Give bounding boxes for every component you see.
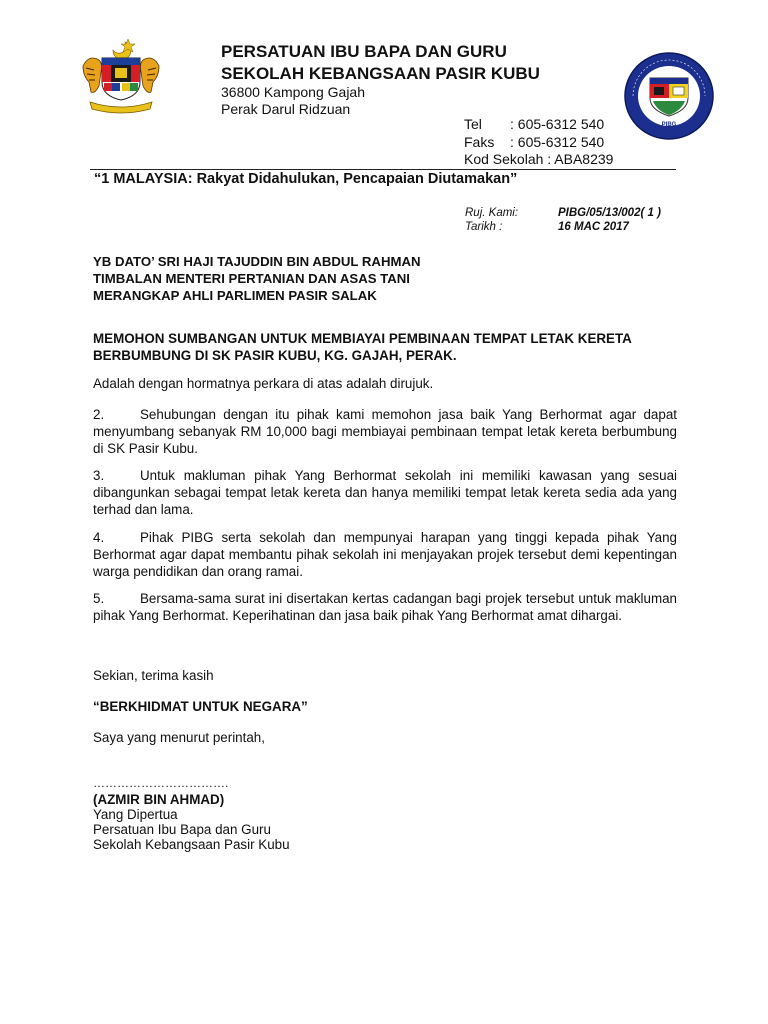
fax-row [464, 134, 604, 150]
fax-value: : 605-6312 540 [510, 134, 605, 150]
school-code: Kod Sekolah : ABA8239 [464, 151, 614, 167]
org-name-line1: PERSATUAN IBU BAPA DAN GURU [221, 42, 507, 61]
fax-label: Faks [464, 134, 495, 150]
paragraph-number: 3. [93, 468, 105, 483]
tel-value: : 605-6312 540 [510, 116, 605, 132]
tel-row [464, 116, 604, 132]
recipient-line2: TIMBALAN MENTERI PERTANIAN DAN ASAS TANI [93, 271, 410, 286]
signatory-name: (AZMIR BIN AHMAD) [93, 792, 225, 807]
coat-of-arms-emblem [80, 36, 162, 114]
signature-line: ……………………………. [93, 776, 229, 790]
closing-motto: “BERKHIDMAT UNTUK NEGARA” [93, 699, 308, 714]
signatory-title2: Persatuan Ibu Bapa dan Guru [93, 822, 271, 837]
paragraph-text: Pihak PIBG serta sekolah dan mempunyai harapan yang tinggi kepada pihak Yang Berhormat agar dapat membantu pihak sekolah ini menjayakan projek tersebut demi kepentingan warga pendidikan dan orang ramai. [93, 530, 677, 579]
signatory-title1: Yang Dipertua [93, 807, 178, 822]
paragraph-number: 4. [93, 530, 105, 545]
paragraph-3 [93, 467, 677, 518]
opening-line: Adalah dengan hormatnya perkara di atas adalah dirujuk. [93, 376, 434, 391]
paragraph-text: Untuk makluman pihak Yang Berhormat sekolah ini memiliki kawasan yang sesuai dibangunkan sebagai tempat letak kereta dan hanya memiliki tempat letak kereta sedia ada yang terhad dan lama. [93, 468, 677, 517]
paragraph-number: 2. [93, 407, 105, 422]
pibg-crest-emblem [623, 51, 715, 141]
paragraph-2 [93, 406, 677, 457]
signatory-title3: Sekolah Kebangsaan Pasir Kubu [93, 837, 290, 852]
address-line1: 36800 Kampong Gajah [221, 84, 365, 100]
recipient-line1: YB DATO’ SRI HAJI TAJUDDIN BIN ABDUL RAHMAN [93, 254, 421, 269]
ref-value: PIBG/05/13/002( 1 ) [558, 207, 661, 219]
tel-label: Tel [464, 116, 482, 132]
paragraph-text: Sehubungan dengan itu pihak kami memohon jasa baik Yang Berhormat agar dapat menyumbang sebanyak RM 10,000 bagi membiayai pembinaan tempat letak kereta berbumbung di SK Pasir Kubu. [93, 407, 677, 456]
paragraph-number: 5. [93, 591, 105, 606]
sign-off: Saya yang menurut perintah, [93, 730, 265, 745]
header-divider [90, 169, 676, 170]
letter-subject: MEMOHON SUMBANGAN UNTUK MEMBIAYAI PEMBINAAN TEMPAT LETAK KERETA BERBUMBUNG DI SK PASIR KUBU, KG. GAJAH, PERAK. [93, 331, 632, 363]
recipient-line3: MERANGKAP AHLI PARLIMEN PASIR SALAK [93, 288, 377, 303]
paragraph-5 [93, 590, 677, 624]
ref-label: Ruj. Kami: [465, 207, 519, 219]
address-line2: Perak Darul Ridzuan [221, 101, 351, 117]
date-label: Tarikh : [465, 221, 503, 233]
closing-thanks: Sekian, terima kasih [93, 668, 214, 683]
paragraph-text: Bersama-sama surat ini disertakan kertas cadangan bagi projek tersebut untuk makluman pihak Yang Berhormat. Keperihatinan dan jasa baik pihak Yang Berhormat amat dihargai. [93, 591, 677, 623]
org-name-line2: SEKOLAH KEBANGSAAN PASIR KUBU [221, 64, 540, 83]
date-value: 16 MAC 2017 [558, 221, 629, 233]
crest-label: PIBG [661, 122, 677, 128]
paragraph-4 [93, 529, 677, 580]
slogan: “1 MALAYSIA: Rakyat Didahulukan, Pencapaian Diutamakan” [94, 171, 518, 187]
